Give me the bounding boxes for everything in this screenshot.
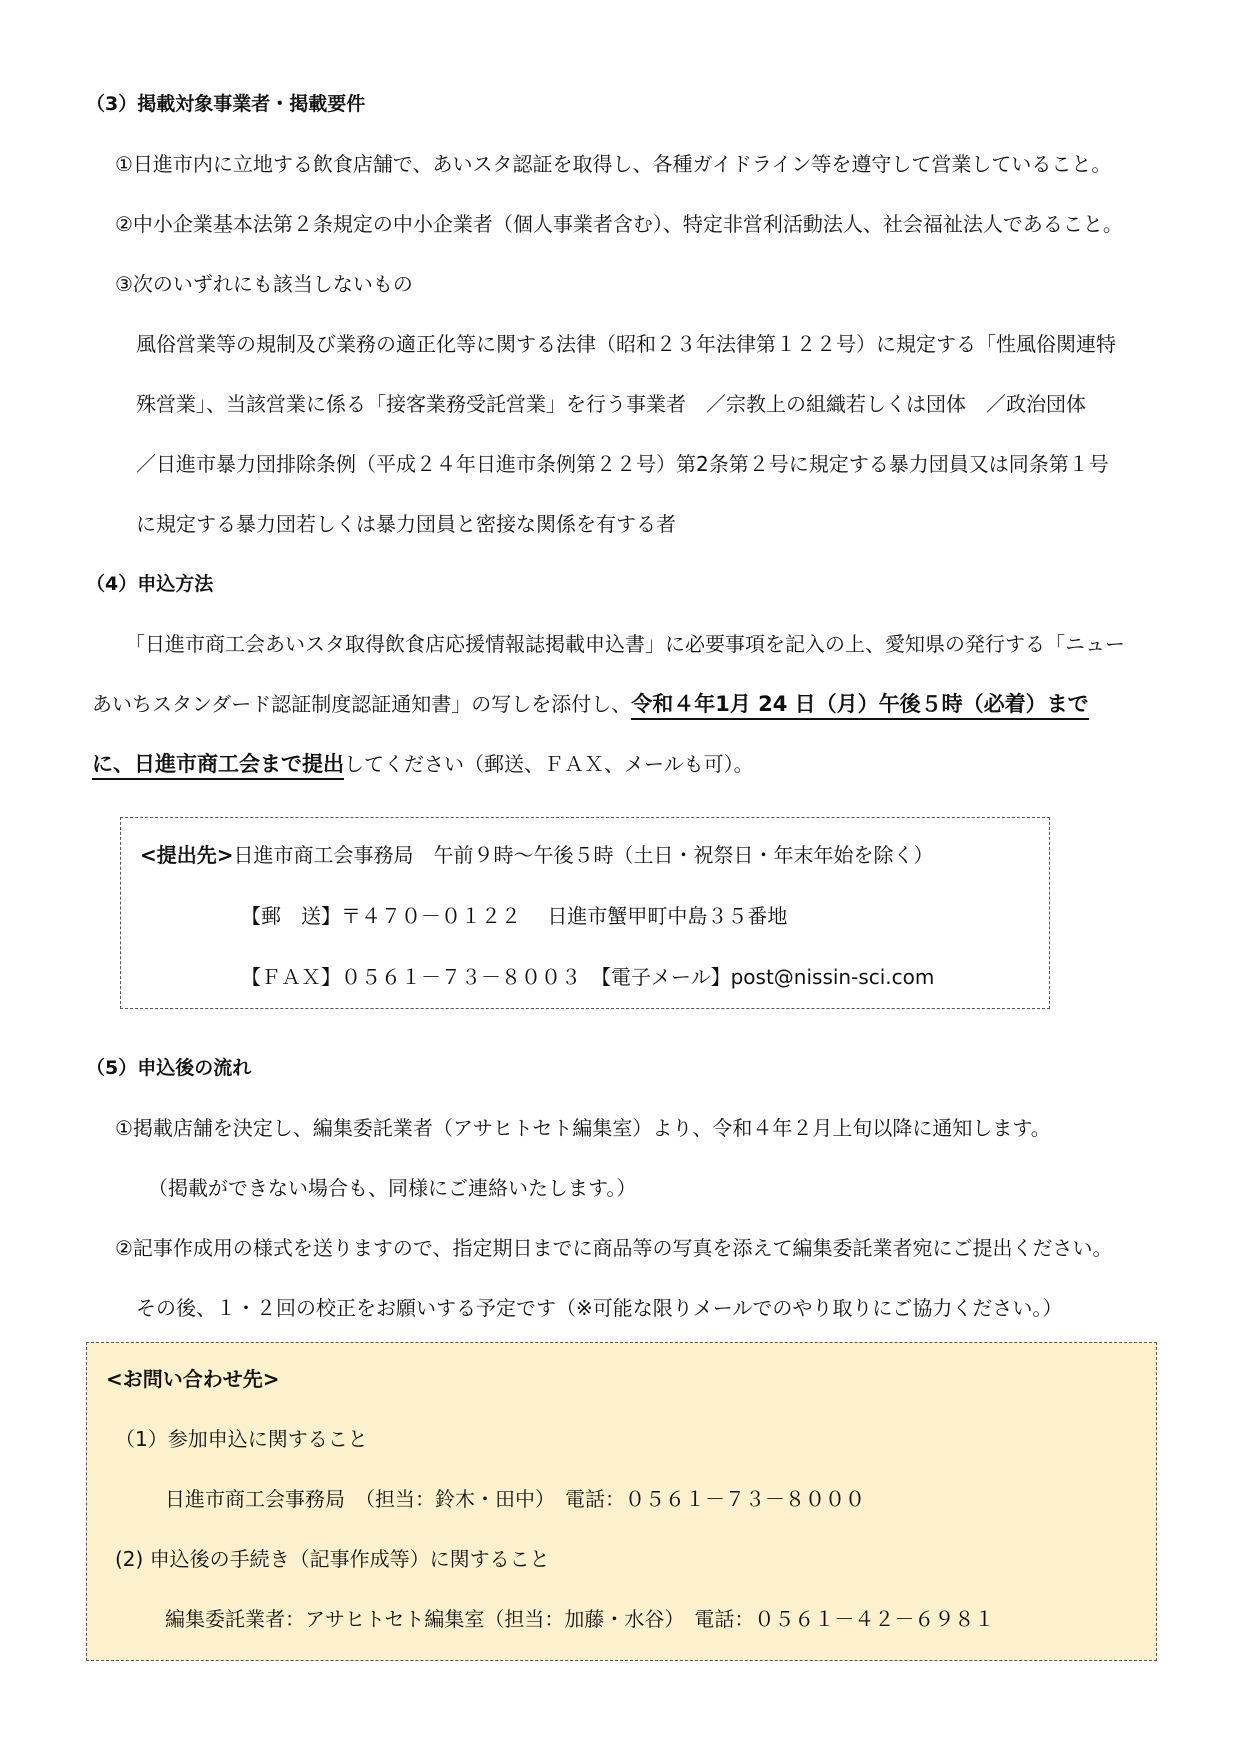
section-3-detail-line-3: ／日進市暴力団排除条例（平成２４年日進市条例第２２号）第2条第２号に規定する暴力団員又は同条第１号 xyxy=(136,452,1109,476)
contact-1-heading: （1）参加申込に関すること xyxy=(115,1427,368,1451)
section-5-item-2-note: その後、１・２回の校正をお願いする予定です（※可能な限りメールでのやり取りにご協力ください。） xyxy=(136,1296,1063,1320)
section-3-detail-line-1: 風俗営業等の規制及び業務の適正化等に関する法律（昭和２３年法律第１２２号）に規定する「性風俗関連特 xyxy=(136,332,1116,356)
section-4-line-3 xyxy=(92,751,754,777)
section-3-item-2: ②中小企業基本法第２条規定の中小企業者（個人事業者含む）、特定非営利活動法人、社会福祉法人であること。 xyxy=(115,212,1123,236)
submission-office-line xyxy=(140,842,934,868)
deadline-emphasis-continued: に、日進市商工会まで提出 xyxy=(92,752,344,780)
contact-2-details: 編集委託業者：アサヒトセト編集室（担当：加藤・水谷） 電話：０５６１－４２－６９８１ xyxy=(165,1607,995,1631)
submission-mail-address: 【郵 送】〒４７０－０１２２ 日進市蟹甲町中島３５番地 xyxy=(241,904,788,928)
section-3-detail-line-4: に規定する暴力団若しくは暴力団員と密接な関係を有する者 xyxy=(136,512,676,536)
section-3-item-1: ①日進市内に立地する飲食店舗で、あいスタ認証を取得し、各種ガイドライン等を遵守して営業していること。 xyxy=(115,152,1112,176)
submission-fax-email: 【ＦＡＸ】０５６１－７３－８００３ 【電子メール】post@nissin-sci.com xyxy=(241,965,935,989)
section-5-item-2: ②記事作成用の様式を送りますので、指定期日までに商品等の写真を添えて編集委託業者宛にご提出ください。 xyxy=(115,1236,1113,1260)
section-5-heading: （5）申込後の流れ xyxy=(86,1057,252,1079)
section-5-item-1-note: （掲載ができない場合も、同様にご連絡いたします。） xyxy=(148,1176,637,1200)
submission-label: <提出先> xyxy=(140,843,234,867)
section-4-line-2 xyxy=(92,691,1089,717)
contact-2-heading: (2) 申込後の手続き（記事作成等）に関すること xyxy=(115,1547,550,1571)
section-3-item-3: ③次のいずれにも該当しないもの xyxy=(115,272,413,296)
section-4-line-1: 「日進市商工会あいスタ取得飲食店応援情報誌掲載申込書」に必要事項を記入の上、愛知県の発行する「ニュー xyxy=(125,632,1125,656)
section-5-item-1: ①掲載店舗を決定し、編集委託業者（アサヒトセト編集室）より、令和４年２月上旬以降に通知します。 xyxy=(115,1116,1051,1140)
contact-title: <お問い合わせ先> xyxy=(106,1367,280,1391)
deadline-emphasis: 令和４年1月 24 日（月）午後５時（必着）まで xyxy=(631,692,1088,720)
section-4-heading: （4）申込方法 xyxy=(86,573,214,595)
contact-1-details: 日進市商工会事務局 （担当：鈴木・田中） 電話：０５６１－７３－８０００ xyxy=(165,1487,865,1511)
section-3-detail-line-2: 殊営業」、当該営業に係る「接客業務受託営業」を行う事業者 ／宗教上の組織若しくは団体 ／政治団体 xyxy=(136,392,1086,416)
section-4-line-3-text: してください（郵送、ＦＡＸ、メールも可）。 xyxy=(344,752,754,776)
section-4-line-2-text: あいちスタンダード認証制度認証通知書」の写しを添付し、 xyxy=(92,692,632,716)
section-3-heading: （3）掲載対象事業者・掲載要件 xyxy=(86,93,366,115)
submission-office: 日進市商工会事務局 午前９時～午後５時（土日・祝祭日・年末年始を除く） xyxy=(233,843,934,867)
